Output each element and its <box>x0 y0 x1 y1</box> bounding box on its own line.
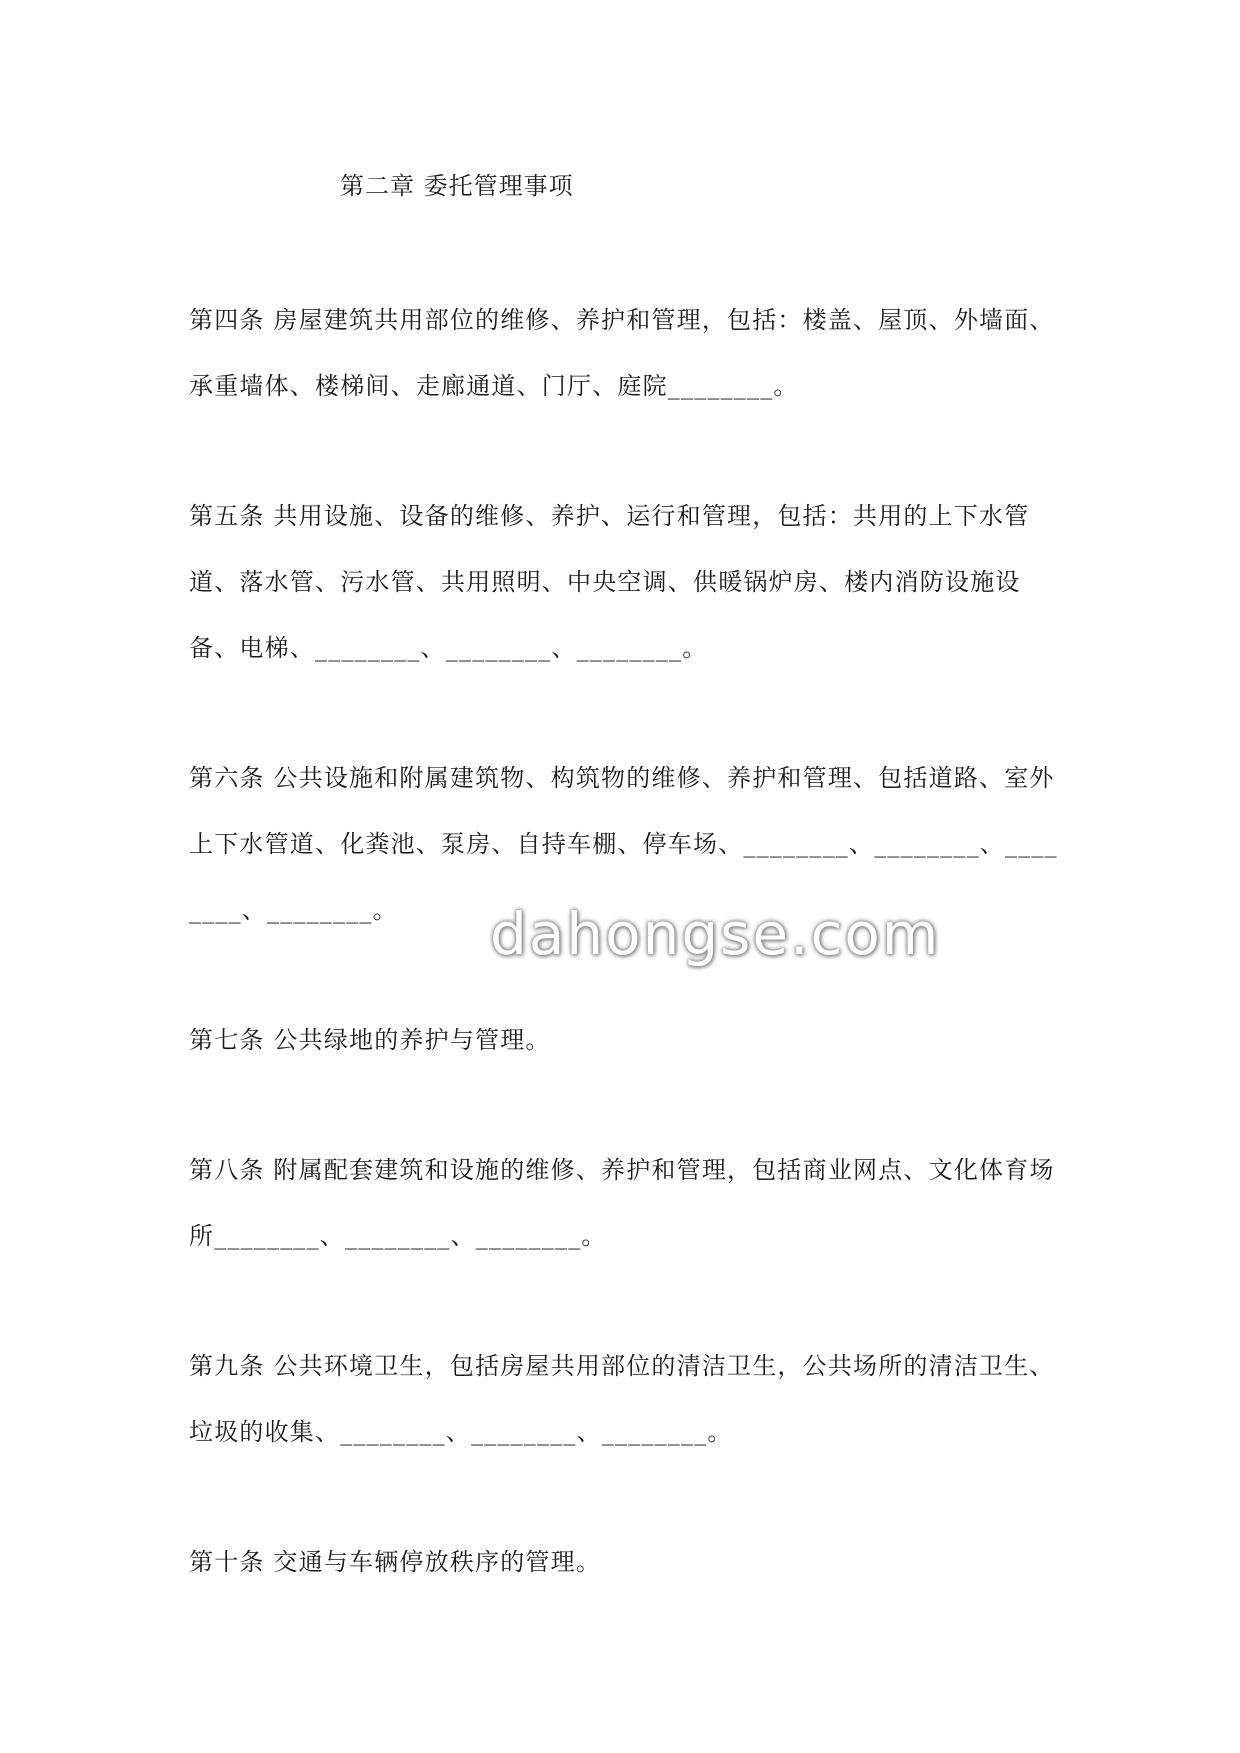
article-8-line-2: 所________、________、________。 <box>189 1222 607 1250</box>
article-5-line-3: 备、电梯、________、________、________。 <box>189 634 708 662</box>
watermark: dahongse.com <box>490 900 941 968</box>
article-7-line-1: 第七条 公共绿地的养护与管理。 <box>189 1026 551 1054</box>
article-8-line-1: 第八条 附属配套建筑和设施的维修、养护和管理，包括商业网点、文化体育场 <box>189 1156 1055 1184</box>
article-5-line-2: 道、落水管、污水管、共用照明、中央空调、供暖锅炉房、楼内消防设施设 <box>189 568 1021 596</box>
article-9-line-1: 第九条 公共环境卫生，包括房屋共用部位的清洁卫生，公共场所的清洁卫生、 <box>189 1352 1055 1380</box>
article-6-line-3: ____、________。 <box>189 896 398 924</box>
article-10-line-1: 第十条 交通与车辆停放秩序的管理。 <box>189 1548 602 1576</box>
article-9-line-2: 垃圾的收集、________、________、________。 <box>189 1418 733 1446</box>
chapter-title: 第二章 委托管理事项 <box>340 172 574 200</box>
article-4-line-2: 承重墙体、楼梯间、走廊通道、门厅、庭院________。 <box>189 372 799 400</box>
article-5-line-1: 第五条 共用设施、设备的维修、养护、运行和管理，包括：共用的上下水管 <box>189 502 1030 530</box>
article-4-line-1: 第四条 房屋建筑共用部位的维修、养护和管理，包括：楼盖、屋顶、外墙面、 <box>189 306 1055 334</box>
article-6-line-1: 第六条 公共设施和附属建筑物、构筑物的维修、养护和管理、包括道路、室外 <box>189 764 1055 792</box>
article-6-line-2: 上下水管道、化粪池、泵房、自持车棚、停车场、________、________、____ <box>189 830 1058 858</box>
